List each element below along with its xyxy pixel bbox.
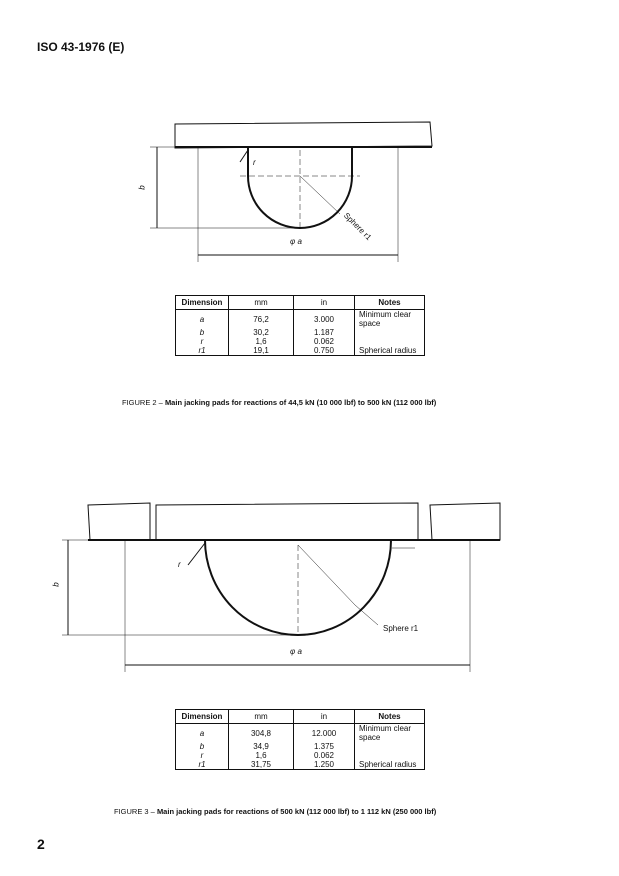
cell: 304,8 (229, 724, 294, 743)
cell: a (176, 724, 229, 743)
caption-text: Main jacking pads for reactions of 44,5 kN (10 000 lbf) to 500 kN (112 000 lbf) (164, 398, 437, 407)
cell (355, 742, 425, 751)
caption-prefix: FIGURE 3 – (114, 807, 155, 816)
header-in: in (294, 296, 355, 310)
cell: 3.000 (294, 310, 355, 329)
header-notes: Notes (355, 296, 425, 310)
caption-text: Main jacking pads for reactions of 500 kN (112 000 lbf) to 1 112 kN (250 000 lbf) (156, 807, 437, 816)
fig2-label-phi-a: φ a (290, 237, 302, 246)
cell: r (176, 337, 229, 346)
document-header: ISO 43-1976 (E) (37, 40, 125, 54)
cell (355, 751, 425, 760)
cell: 1.375 (294, 742, 355, 751)
page-number: 2 (37, 836, 45, 852)
table-row (176, 724, 425, 743)
cell: 34,9 (229, 742, 294, 751)
cell: 1.250 (294, 760, 355, 770)
fig3-label-sphere: Sphere r1 (383, 624, 419, 633)
table-row (176, 328, 425, 337)
cell: a (176, 310, 229, 329)
fig2-label-sphere: Sphere r1 (341, 210, 374, 243)
table-row (176, 346, 425, 356)
cell: 31,75 (229, 760, 294, 770)
header-in: in (294, 710, 355, 724)
header-dimension: Dimension (176, 710, 229, 724)
fig3-label-phi-a: φ a (290, 647, 302, 656)
cell: b (176, 328, 229, 337)
cell: 1,6 (229, 751, 294, 760)
cell: 76,2 (229, 310, 294, 329)
table-row (176, 337, 425, 346)
cell: 12.000 (294, 724, 355, 743)
cell: Spherical radius (355, 346, 425, 356)
table-row (176, 760, 425, 770)
table-row (176, 742, 425, 751)
cell: 0.750 (294, 346, 355, 356)
cell: Minimum clear space (355, 724, 425, 743)
cell: r (176, 751, 229, 760)
cell: 19,1 (229, 346, 294, 356)
caption-prefix: FIGURE 2 – (122, 398, 163, 407)
table-row (176, 751, 425, 760)
fig2-dimension-table (175, 295, 425, 356)
cell: 1,6 (229, 337, 294, 346)
fig3-dimension-table (175, 709, 425, 770)
fig3-label-b: b (51, 582, 61, 587)
cell: r1 (176, 346, 229, 356)
cell: b (176, 742, 229, 751)
header-mm: mm (229, 296, 294, 310)
cell: Spherical radius (355, 760, 425, 770)
fig2-label-b: b (137, 185, 147, 190)
header-dimension: Dimension (176, 296, 229, 310)
header-notes: Notes (355, 710, 425, 724)
figure2-caption (122, 398, 436, 407)
header-mm: mm (229, 710, 294, 724)
cell: r1 (176, 760, 229, 770)
cell (355, 328, 425, 337)
figure3-caption (114, 807, 436, 816)
table-row (176, 310, 425, 329)
plate (175, 122, 432, 148)
cell: 0.062 (294, 337, 355, 346)
cell: Minimum clear space (355, 310, 425, 329)
cell: 30,2 (229, 328, 294, 337)
fig2-label-r: r (253, 158, 256, 167)
cell: 0.062 (294, 751, 355, 760)
cell (355, 337, 425, 346)
figure3-drawing (62, 503, 500, 672)
fig3-label-r: r (178, 560, 181, 569)
cell: 1.187 (294, 328, 355, 337)
